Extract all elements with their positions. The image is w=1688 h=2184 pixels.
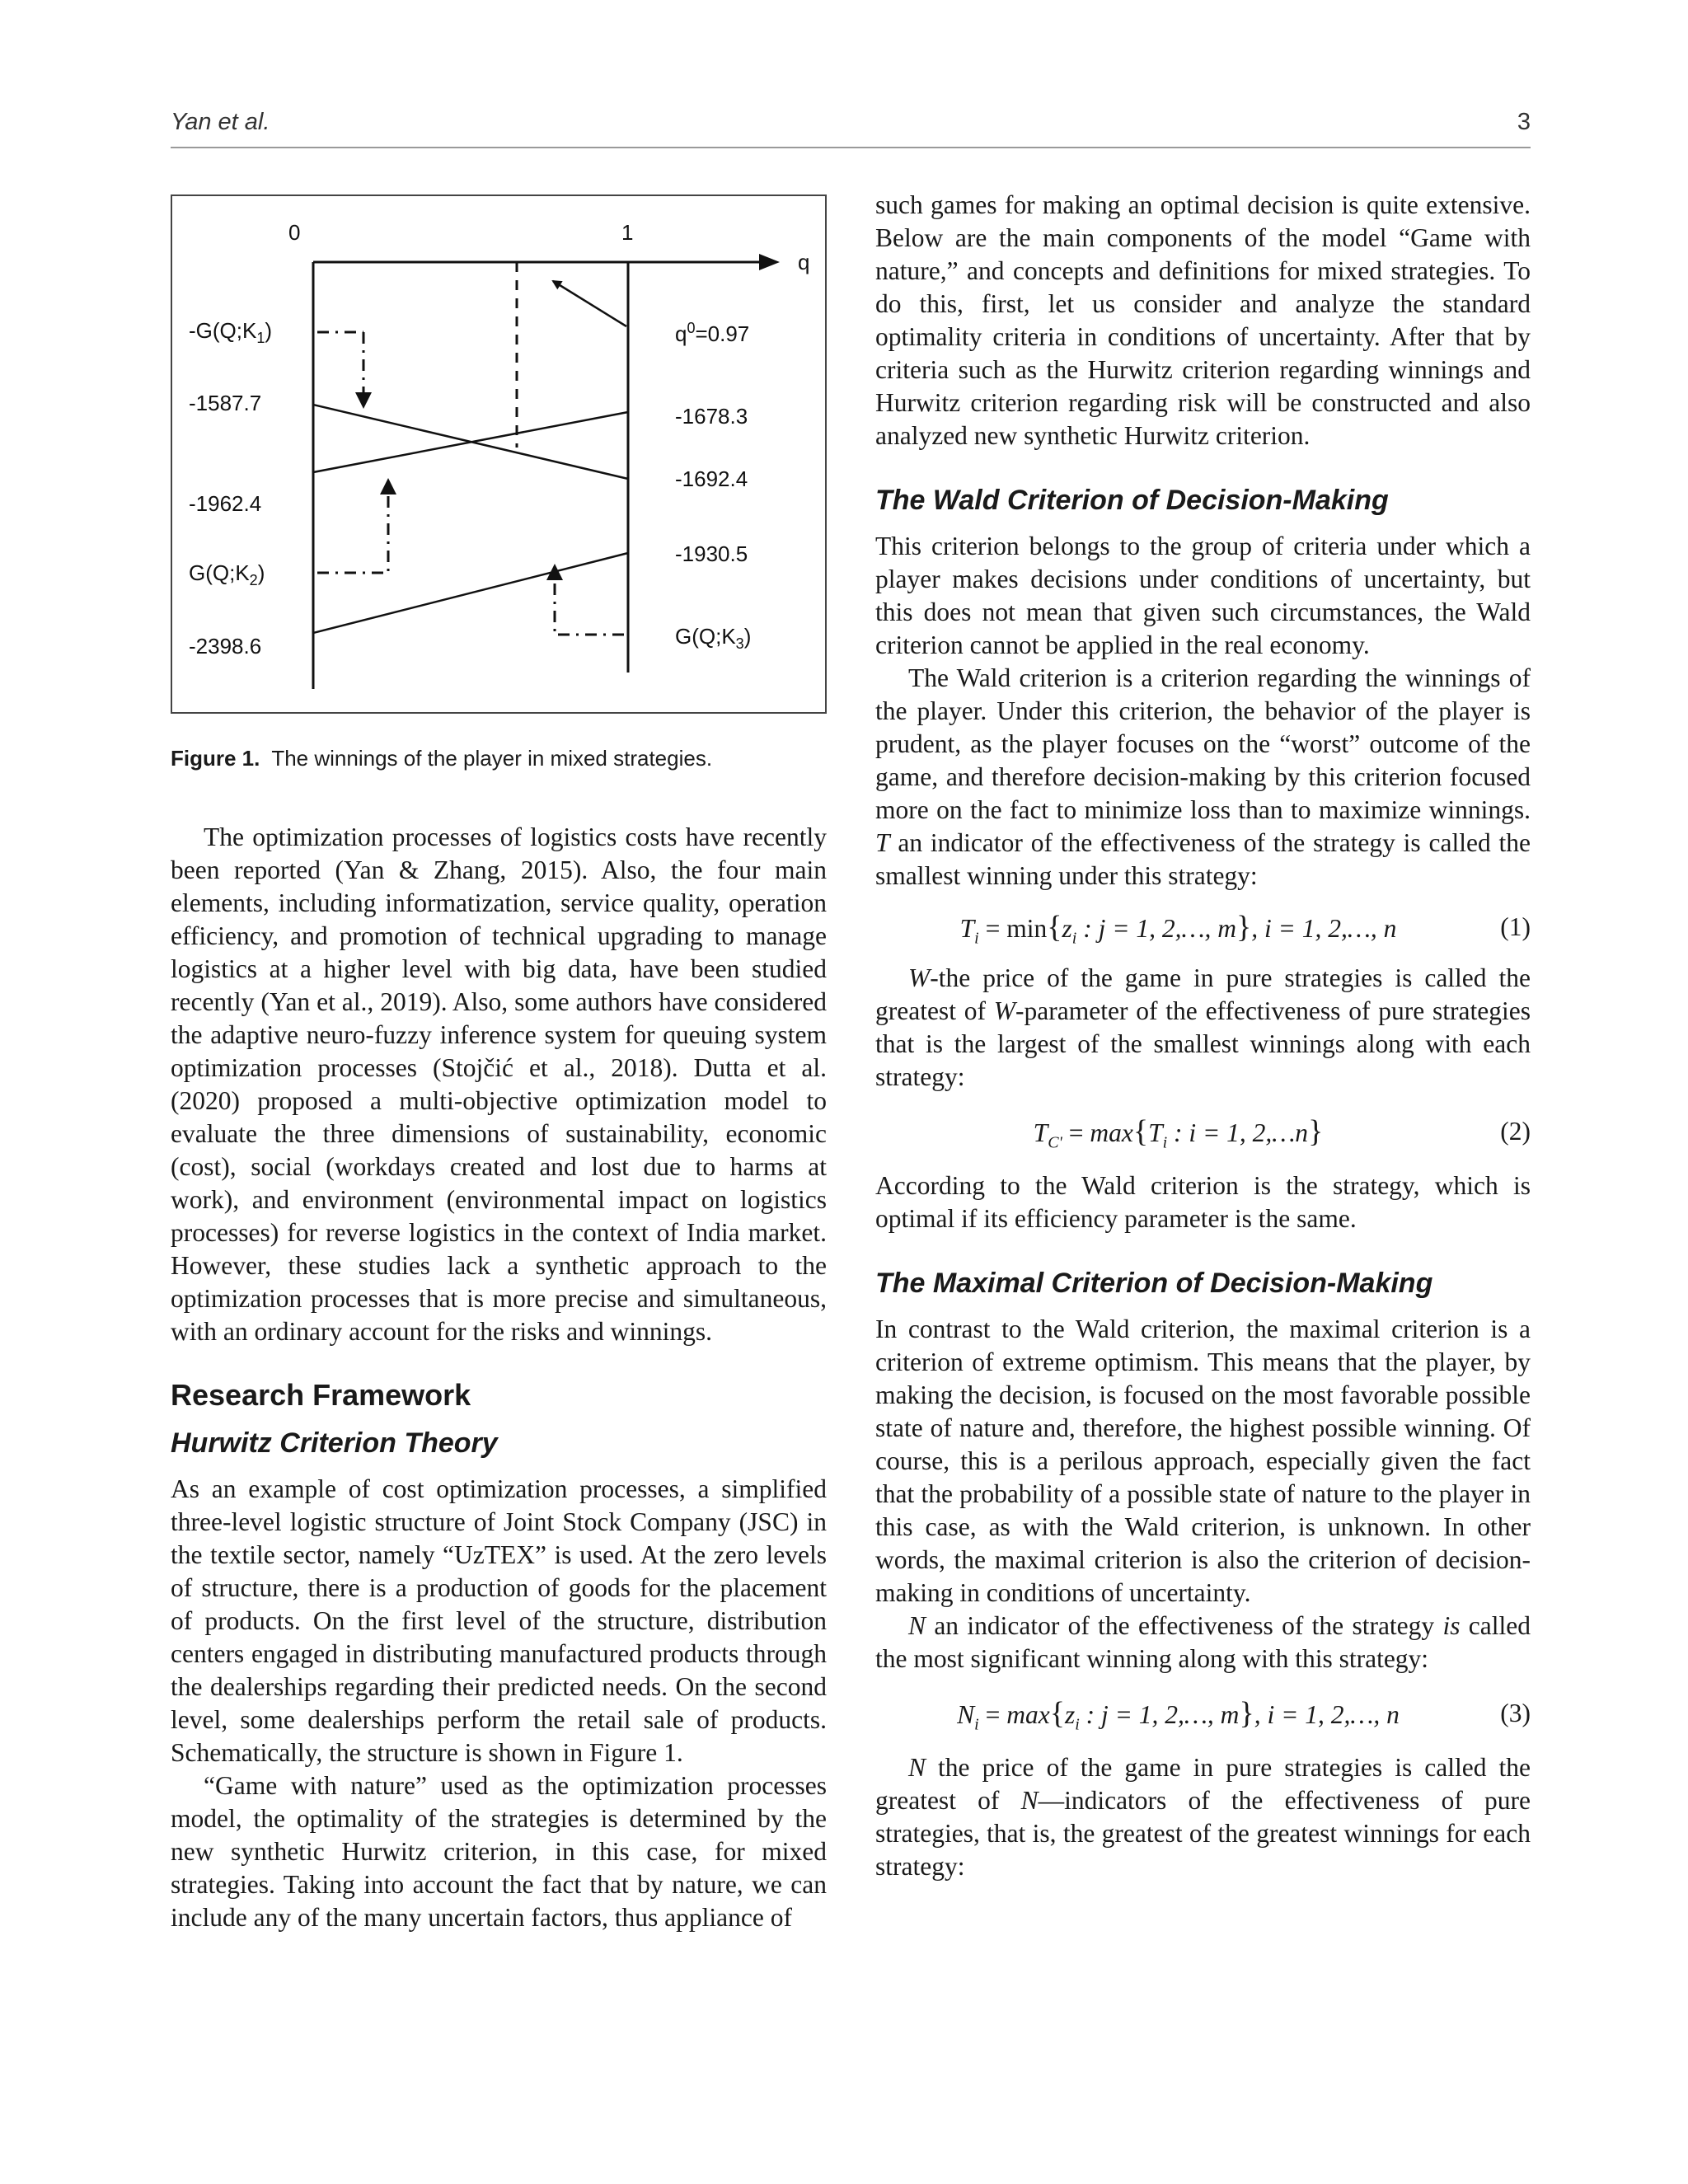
label-neg-g-k1: $-G(Q;K_1)$ — [189, 318, 273, 346]
section-heading-research-framework: Research Framework — [171, 1378, 471, 1412]
paragraph-uztex-structure: As an example of cost optimization processes, a simplified three-level logistic structure of Joint Stock Company (JSC) in the textile sector, namely “UzTEX” is used. At the zero levels of structure, there is a production of goods for the placement of products. On the first level of the structure, distribution centers engaged in distributing manufactured products through the dealerships regarding their predicted needs. On the second level, some dealerships perform the retail sale of products. Schematically, the structure is shown in Figure 1. — [171, 1474, 827, 1767]
q-axis-arrowhead — [759, 254, 780, 270]
axis-label-one: 1 — [621, 220, 634, 245]
label-g-k3: $G(Q;K_3)$ — [675, 624, 752, 652]
paragraph-wald-detail: The Wald criterion is a criterion regarding the winnings of the player. Under this criterion, the behavior of the player is prudent, as the player focuses on the “worst” outcome of the game, and therefore decision-making by this criterion focused more on the fact to minimize loss than to maximize winnings. T an indicator of the effectiveness of the strategy is called the smallest winning under this strategy: — [875, 663, 1531, 890]
paragraph-wald-intro: This criterion belongs to the group of criteria under which a player makes decisions under conditions of uncertainty, but this does not mean that given such circumstances, the Wald criterion cannot be applied in the real economy. — [875, 532, 1531, 659]
label-1678-3: -1678.3 — [675, 404, 748, 429]
header-authors: Yan et al. — [171, 109, 270, 135]
label-1962-4: -1962.4 — [189, 491, 262, 516]
paragraph-continuation: such games for making an optimal decision is quite extensive. Below are the main components of the model “Game with nature,” and concepts and definitions for mixed strategies. To do this, first, let us consider and analyze the standard optimality criteria in conditions of uncertainty. After that by criteria such as the Hurwitz criterion regarding winnings and Hurwitz criterion regarding risk will be constructed and also analyzed new synthetic Hurwitz criterion. — [875, 190, 1531, 450]
figure-1-diagram — [172, 196, 828, 715]
left-column — [171, 821, 827, 1934]
axis-label-zero: 0 — [288, 220, 301, 245]
figure-caption-text: The winnings of the player in mixed strategies. — [271, 746, 713, 771]
figure-1-caption — [171, 744, 830, 772]
equation-1-number: (1) — [1500, 912, 1531, 941]
paragraph-wald-optimal: According to the Wald criterion is the strategy, which is optimal if its efficiency parameter is the same. — [875, 1171, 1531, 1233]
connector-k2 — [317, 490, 388, 573]
paragraph-w-price: W-the price of the game in pure strategies is called the greatest of W-parameter of the effectiveness of pure strategies that is the largest of the smallest winnings along with each strategy: — [875, 963, 1531, 1091]
label-2398-6: -2398.6 — [189, 634, 262, 658]
figure-1 — [171, 194, 827, 714]
paragraph-game-with-nature: “Game with nature” used as the optimization processes model, the optimality of the strategies is determined by the new synthetic Hurwitz criterion, in this case, for mixed strategies. Taking into account the fact that by nature, we can include any of the many uncertain factors, thus appliance of — [171, 1771, 827, 1932]
equation-3: $N_i = \max\{z_i$ : j = 1, 2,…, m}, i = 1, 2,…, n (3) — [957, 1696, 1531, 1734]
figure-caption-label: Figure 1. — [171, 746, 260, 771]
subsection-heading-hurwitz: Hurwitz Criterion Theory — [171, 1427, 498, 1459]
equation-1: $T_i = \min\{z_i$ : j = 1, 2,…, m}, i = 1, 2,…, n (1) — [959, 910, 1531, 948]
connector-k2-arrow — [380, 478, 396, 494]
axis-label-q: q — [798, 250, 810, 274]
running-header — [171, 105, 1531, 148]
equation-2: $T_{C'} = \max\{T_i$ : i = 1, 2,…n} (2) — [1033, 1114, 1531, 1152]
label-q0: $q^0=0.97$ — [675, 320, 750, 346]
paragraph-n-indicator: N an indicator of the effectiveness of the strategy is called the most significant winning along with this strategy: — [875, 1611, 1531, 1673]
line-k3 — [313, 553, 628, 633]
label-1692-4: -1692.4 — [675, 466, 748, 491]
line-k2 — [313, 412, 628, 472]
page-number: 3 — [1517, 109, 1531, 135]
label-1587-7: -1587.7 — [189, 391, 262, 415]
connector-k1-arrow — [355, 392, 372, 409]
equation-3-number: (3) — [1500, 1699, 1531, 1727]
subsection-heading-maximal: The Maximal Criterion of Decision-Making — [875, 1268, 1433, 1299]
paragraph-n-price: N the price of the game in pure strategies is called the greatest of N—indicators of the effectiveness of pure strategies, that is, the greatest of the greatest winnings for each strategy: — [875, 1753, 1531, 1881]
connector-k3-arrow — [546, 564, 563, 580]
connector-k1 — [317, 332, 363, 398]
right-column — [875, 189, 1531, 1883]
label-1930-5: -1930.5 — [675, 541, 748, 566]
paragraph-logistics-review: The optimization processes of logistics costs have recently been reported (Yan & Zhang, 2015). Also, the four main elements, including informatization, service quality, operation efficiency, and promotion of technical upgrading to manage logistics at a higher level with big data, have been studied recently (Yan et al., 2019). Also, some authors have considered the adaptive neuro-fuzzy inference system for queuing system optimization processes (Stojčić et al., 2018). Dutta et al. (2020) proposed a multi-objective optimization model to evaluate the three dimensions of sustainability, economic (cost), social (workdays created and lost due to harms at work), and environment (environmental impact on logistics processes) for reverse logistics in the context of India market. However, these studies lack a synthetic approach to the optimization processes that is more precise and simultaneous, with an ordinary account for the risks and winnings. — [171, 823, 827, 1346]
q0-pointer-arrow — [553, 281, 626, 326]
paragraph-maximal-intro: In contrast to the Wald criterion, the maximal criterion is a criterion of extreme optimism. This means that the player, by making the decision, is focused on the most favorable possible state of nature and, therefore, the highest possible winning. Of course, this is a perilous approach, especially given the fact that the probability of a possible state of nature to the player in this case, as with the Wald criterion, is unknown. In other words, the maximal criterion is also the criterion of decision-making in conditions of uncertainty. — [875, 1315, 1531, 1607]
equation-2-number: (2) — [1500, 1117, 1531, 1146]
subsection-heading-wald: The Wald Criterion of Decision-Making — [875, 485, 1389, 516]
label-g-k2: $G(Q;K_2)$ — [189, 560, 265, 588]
connector-k3 — [555, 575, 624, 635]
